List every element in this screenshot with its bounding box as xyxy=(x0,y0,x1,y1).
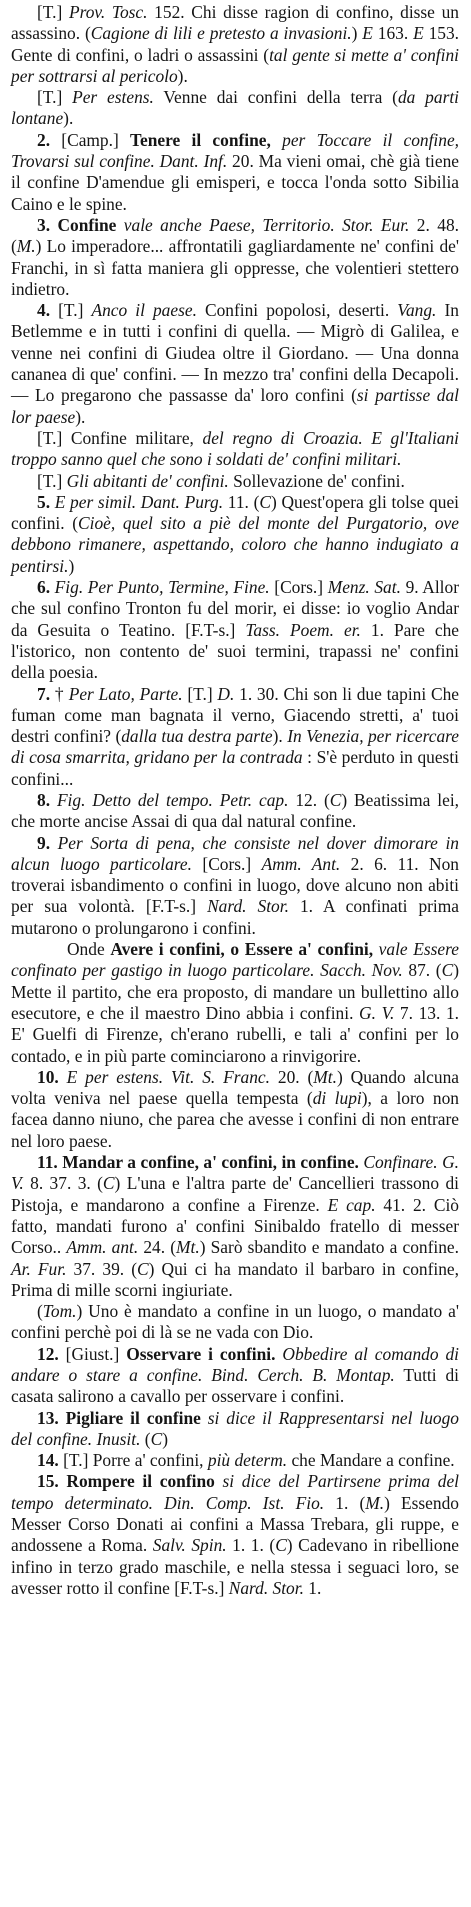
text-run: ) xyxy=(68,555,75,576)
text-run: E cap. xyxy=(327,1194,376,1215)
text-run: ) Essendo Messer Corso Donati ai confini a Massa Trebara, gli ruppe, e andossene a Roma. xyxy=(11,1492,459,1556)
text-run: 9. Allor che sul confino Tronton fu del morir, ei disse: io voglio Andar da Gesuita o Teatino. [F.T-s.] xyxy=(11,577,459,640)
text-run: [T.] Confine militare, xyxy=(37,427,203,448)
text-run: Per estens. xyxy=(72,87,154,108)
text-run: si dice il Rappresentarsi nel luogo del confine. Inusit. xyxy=(11,1407,459,1449)
text-run: 14. xyxy=(37,1450,59,1471)
text-run: 1. A confinati prima mutarono o prolungarono i confini. xyxy=(11,896,460,938)
text-run: C xyxy=(137,1258,149,1279)
text-run: ) Qui ci ha mandato il barbaro in confine, Prima di mille scorni ingiuriate. xyxy=(11,1258,459,1300)
text-run: ) Lo imperadore... affrontatili gagliardamente ne' confini de' Franchi, in sì fatta maniera gli oppresse, che volentieri stettero indietro. xyxy=(11,236,459,299)
text-run: si partisse dal lor paese xyxy=(11,385,460,427)
text-run: 24. ( xyxy=(138,1237,177,1258)
text-run: C xyxy=(150,1428,163,1449)
text-run: Amm. Ant. xyxy=(261,853,341,874)
text-run: 20. ( xyxy=(269,1066,314,1087)
text-run: 9. xyxy=(37,832,51,853)
text-run: M. xyxy=(16,236,36,257)
text-run: Ar. Fur. xyxy=(11,1258,67,1279)
text-run: [T.] xyxy=(37,470,67,491)
entry-paragraph xyxy=(11,1471,459,1599)
text-run: ). xyxy=(177,65,188,86)
text-run: tal gente si mette a' confini per sottrarsi al pericolo xyxy=(11,44,459,86)
text-run: 15. Rompere il confino xyxy=(37,1471,215,1492)
text-run: Confinare. G. V. xyxy=(11,1152,459,1194)
entry-paragraph xyxy=(11,130,459,215)
text-run: ) Cadevano in ribellione infino in terzo grado maschile, e nella stessa i seguaci loro, se avesser rotto il confine [F.T-s.] xyxy=(11,1535,459,1598)
text-run: 37. 39. ( xyxy=(66,1258,138,1279)
text-run: C xyxy=(275,1535,287,1556)
text-run: Menz. Sat. xyxy=(327,577,401,598)
text-run: 152. Chi disse ragion di confino, disse un assassino. ( xyxy=(11,2,459,44)
text-run: Fig. Detto del tempo. Petr. cap. xyxy=(50,789,289,810)
entry-paragraph xyxy=(11,790,459,833)
entry-paragraph xyxy=(11,1067,459,1152)
text-run: 4. xyxy=(37,300,51,321)
text-run: Tom. xyxy=(42,1301,77,1322)
text-run: Venne dai confini della terra ( xyxy=(153,87,398,108)
text-run: 12. xyxy=(37,1343,59,1364)
text-run: 11. Mandar a confine, a' confini, in confine. xyxy=(37,1152,359,1173)
text-run: 153. Gente di confini, o ladri o assassini ( xyxy=(11,23,460,65)
text-run: C xyxy=(329,789,342,810)
text-run: [Camp.] xyxy=(50,129,131,150)
text-run: 1. 1. ( xyxy=(226,1535,276,1556)
text-run: 11. ( xyxy=(223,491,260,512)
text-run: Vang. xyxy=(397,300,437,321)
entry-paragraph xyxy=(11,87,459,130)
text-run: Obbedire al comando di andare o stare a confine. Bind. Cerch. B. Montap. xyxy=(11,1343,459,1385)
text-run: 8. xyxy=(37,789,51,810)
text-run: Salv. Spin. xyxy=(152,1535,227,1556)
text-run: vale Essere confinato per gastigo in luogo particolare. Sacch. Nov. xyxy=(11,939,459,981)
text-run: ). xyxy=(63,108,74,129)
text-run: 163. xyxy=(372,23,414,44)
entry-paragraph xyxy=(11,939,459,1067)
text-run: 2. xyxy=(37,129,51,150)
entry-paragraph xyxy=(11,833,459,939)
text-run: Fig. Per Punto, Termine, Fine. xyxy=(50,577,270,598)
entry-paragraph xyxy=(11,2,459,87)
text-run: Tutti di casata salirono a cavallo per osservare i confini. xyxy=(11,1365,459,1407)
entry-paragraph xyxy=(11,1408,459,1451)
text-run: di lupi xyxy=(312,1088,362,1109)
text-run: In Venezia, per ricercare di cosa smarrita, gridano per la contrada xyxy=(11,726,459,768)
text-run: Mt. xyxy=(176,1237,200,1258)
text-run: del regno di Croazia. E gl'Italiani troppo sanno quel che sono i soldati de' confini militari. xyxy=(11,427,460,470)
text-run: 1. xyxy=(303,1577,322,1598)
entry-paragraph xyxy=(11,428,459,471)
text-run: si dice del Partirsene prima del tempo determinato. Din. Comp. Ist. Fio. xyxy=(11,1471,459,1513)
text-run: 12. ( xyxy=(288,789,330,810)
text-run: 8. 37. 3. ( xyxy=(23,1173,103,1194)
entry-paragraph xyxy=(11,492,459,577)
entry-paragraph xyxy=(11,471,459,492)
text-run: ) Uno è mandato a confine in un luogo, o mandato a' confini perchè poi di là se ne vada con Dio. xyxy=(11,1301,459,1343)
text-run: Onde xyxy=(67,939,111,960)
text-run: 41. 2. Ciò fatto, mandati furono a' confini Sinibaldo fratello di messer Corso.. xyxy=(11,1194,459,1258)
text-run: E per simil. Dant. Purg. xyxy=(50,491,224,512)
text-run: † xyxy=(50,683,69,704)
text-run: [T.] Porre a' confini, xyxy=(58,1450,208,1471)
text-run: 13. Pigliare il confine xyxy=(37,1407,201,1428)
entry-paragraph xyxy=(11,1344,459,1408)
text-run: 7. 13. 1. E' Guelfi di Firenze, ch'erano rubelli, e tali a' confini per lo contado, e in più parte cominciarono a rinvigorire. xyxy=(11,1002,459,1066)
text-run: Per Lato, Parte. xyxy=(68,683,183,704)
text-run: Mt. xyxy=(313,1066,337,1087)
text-run: ( xyxy=(37,1301,43,1322)
text-run: ) Quando alcuna volta veniva nel paese quella tempesta ( xyxy=(11,1066,459,1109)
text-run: D. xyxy=(217,683,235,704)
text-run: più determ. xyxy=(207,1450,288,1471)
text-run: 7. xyxy=(37,683,51,704)
text-run: 2. 48. ( xyxy=(11,214,459,257)
text-run: 1. ( xyxy=(324,1492,366,1513)
text-run: ). xyxy=(272,726,288,747)
text-run: [T.] xyxy=(37,87,73,108)
text-run: ) L'una e l'altra parte de' Cancellieri trassono di Pistoja, e mandarono a confine a Firenze. xyxy=(11,1173,459,1215)
text-run: Prov. Tosc. xyxy=(68,2,148,22)
text-run: che Mandare a confine. xyxy=(287,1450,455,1471)
text-run: da parti lontane xyxy=(11,87,459,129)
text-run: E xyxy=(413,23,424,44)
entry-paragraph xyxy=(11,684,459,790)
text-run: M. xyxy=(365,1492,385,1513)
text-run: 1. Pare che l'istorico, non contento de' suoi termini, trapassi ne' confini della poesia. xyxy=(11,619,459,683)
text-run: [Giust.] xyxy=(58,1343,127,1364)
text-run: Cagione di lili e pretesto a invasioni. xyxy=(90,23,352,44)
text-run: C xyxy=(102,1173,115,1194)
entry-paragraph xyxy=(11,1152,459,1301)
text-run: Tass. Poem. er. xyxy=(245,619,361,640)
text-run: per Toccare il confine, Trovarsi sul confine. Dant. Inf. xyxy=(11,129,460,172)
text-run: Sollevazione de' confini. xyxy=(228,470,405,491)
entry-paragraph xyxy=(11,1450,459,1471)
text-run: 87. ( xyxy=(402,960,442,981)
text-run: [T.] xyxy=(50,300,92,321)
text-run: Amm. ant. xyxy=(66,1237,139,1258)
text-run: [Cors.] xyxy=(192,853,262,874)
text-run: ) xyxy=(162,1428,168,1449)
text-run: ) xyxy=(351,23,363,44)
text-run: Avere i confini, o Essere a' confini, xyxy=(110,939,374,960)
text-run: C xyxy=(259,491,271,512)
text-run: E per estens. Vit. S. Franc. xyxy=(58,1066,270,1087)
text-run: ). xyxy=(75,406,86,427)
text-run: Anco il paese. xyxy=(91,300,197,321)
entry-paragraph xyxy=(11,577,459,683)
text-run: Cioè, quel sito a piè del monte del Purgatorio, ove debbono rimanere, aspettando, coloro che hanno indugiato a pentirsi. xyxy=(11,513,459,576)
text-run: 20. Ma vieni omai, chè già tiene il confine D'amendue gli emisperi, e tocca l'onda sotto Sibilia Caino e le spine. xyxy=(11,151,459,214)
text-run: 2. 6. 11. Non troverai isbandimento o confini in luogo, dove alcuno non abiti per sua volontà. [F.T-s.] xyxy=(11,853,459,917)
text-run: Osservare i confini. xyxy=(126,1343,276,1364)
text-run: E xyxy=(362,23,373,44)
text-run: In Betlemme e in tutti i confini di quella. — Migrò di Galilea, e venne nei confini di Giudea oltre il Giordano. — Una donna cananea di que' confini. — In mezzo tra' confini della Decapoli. — Lo pregarono che passasse da' loro confini ( xyxy=(11,300,459,406)
entry-paragraph xyxy=(11,300,459,428)
text-run: G. V. xyxy=(359,1002,395,1023)
text-run: 3. Confine xyxy=(37,214,117,235)
text-run: Per Sorta di pena, che consiste nel dover dimorare in alcun luogo particolare. xyxy=(11,832,459,874)
text-run: [Cors.] xyxy=(269,577,328,598)
text-run: ), a loro non facea danno niuno, che parea che avesse i confini di non entrare nel loro paese. xyxy=(11,1088,459,1151)
text-run: 6. xyxy=(37,577,51,598)
text-run: 10. xyxy=(37,1066,59,1087)
text-run: Nard. Stor. xyxy=(207,896,289,917)
text-run: 5. xyxy=(37,491,51,512)
entry-paragraph xyxy=(11,215,459,300)
text-run: Nard. Stor. xyxy=(228,1577,304,1598)
text-run: vale anche Paese, Territorio. Stor. Eur. xyxy=(116,214,410,235)
text-run: Confini popolosi, deserti. xyxy=(196,300,398,321)
text-run: [T.] xyxy=(182,683,218,704)
text-run: ) Quest'opera gli tolse quei confini. ( xyxy=(11,491,459,534)
text-run: ( xyxy=(140,1428,151,1449)
text-run: ) Beatissima lei, che morte ancise Assai di qua dal natural confine. xyxy=(11,789,459,832)
text-run: [T.] xyxy=(37,2,69,22)
entry-paragraph xyxy=(11,1301,459,1344)
text-run: Gli abitanti de' confini. xyxy=(66,470,229,491)
text-run: : S'è perduto in questi confini... xyxy=(11,747,459,789)
text-run: Tenere il confine, xyxy=(130,129,271,150)
text-run: ) Mette il partito, che era proposto, di mandare un bullettino allo esecutore, e che il maestro Dino abbia i confini. xyxy=(11,960,459,1023)
text-run: 1. 30. Chi son li due tapini Che fuman come man bagnata il verno, Giacendo stretti, a' tuoi destri confini? ( xyxy=(11,683,459,747)
text-run: dalla tua destra parte xyxy=(121,726,273,747)
text-run: ) Sarò sbandito e mandato a confine. xyxy=(199,1237,459,1258)
text-run: C xyxy=(441,960,454,981)
